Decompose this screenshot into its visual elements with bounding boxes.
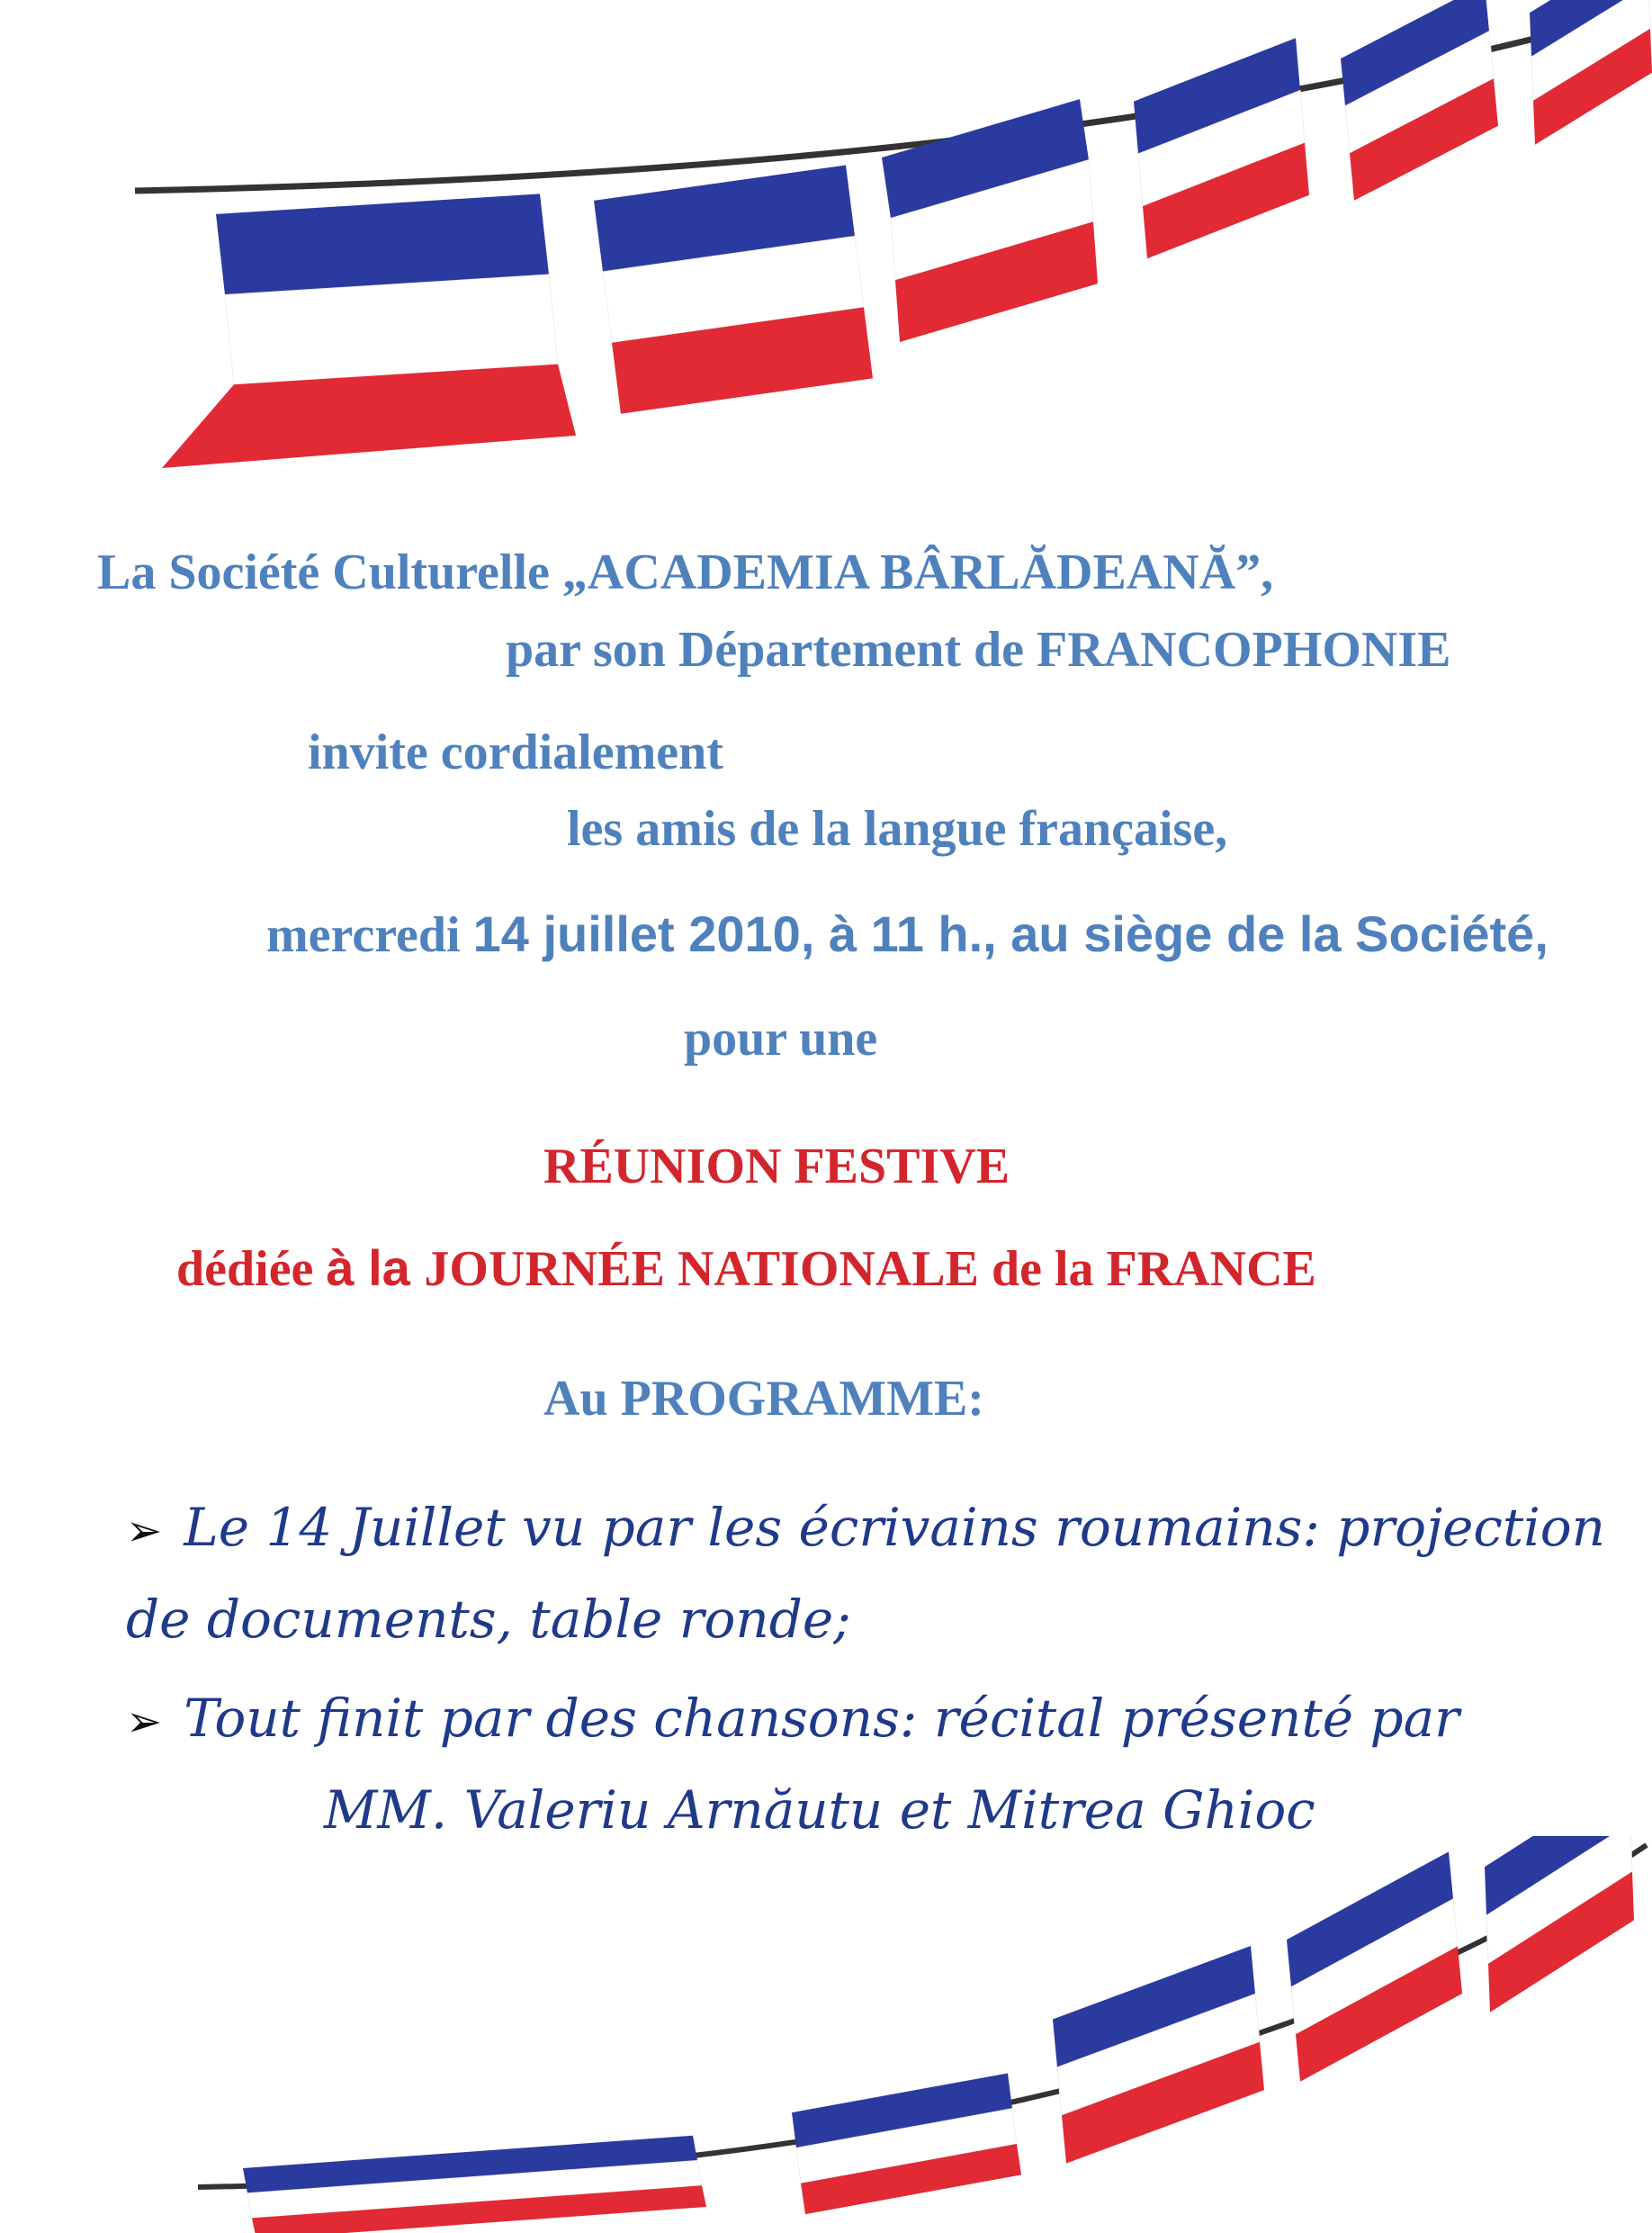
- program-item-2-line-1: Tout finit par des chansons: récital présenté par: [184, 1688, 1459, 1749]
- event-dedication: [176, 1239, 1316, 1297]
- program-heading: Au PROGRAMME:: [543, 1371, 984, 1427]
- program-item-1: [126, 1497, 1606, 1558]
- society-name-line: La Société Culturelle „ACADEMIA BÂRLĂDEANĂ”,: [97, 545, 1274, 600]
- department-line: par son Département de FRANCOPHONIE: [506, 622, 1451, 678]
- date-details: 14 juillet 2010, à 11 h., au siège de la Société,: [472, 905, 1549, 962]
- program-item-1-continuation: de documents, table ronde;: [126, 1589, 851, 1650]
- purpose-line: pour une: [684, 1011, 878, 1067]
- arrowhead-bullet-icon: ➢: [126, 1697, 163, 1747]
- arrowhead-bullet-icon: ➢: [126, 1506, 163, 1556]
- date-place-line: [266, 905, 1549, 963]
- program-item-2-performers: MM. Valeriu Arnăutu et Mitrea Ghioc: [324, 1779, 1315, 1841]
- program-item-2: [126, 1688, 1459, 1749]
- invite-line: invite cordialement: [308, 725, 723, 780]
- dedication-part-c: JOURNÉE NATIONALE de la FRANCE: [424, 1241, 1316, 1297]
- program-item-1-line-1: Le 14 Juillet vu par les écrivains roumains: projection: [184, 1497, 1606, 1558]
- dedication-part-a: dédiée: [176, 1241, 327, 1297]
- french-flag-bunting-icon: [0, 1836, 1652, 2233]
- date-weekday: mercredi: [266, 907, 473, 963]
- french-flag-bunting-icon: [0, 0, 1652, 486]
- event-title: RÉUNION FESTIVE: [543, 1139, 1010, 1194]
- audience-line: les amis de la langue française,: [567, 801, 1228, 857]
- dedication-part-b: à la: [326, 1239, 425, 1296]
